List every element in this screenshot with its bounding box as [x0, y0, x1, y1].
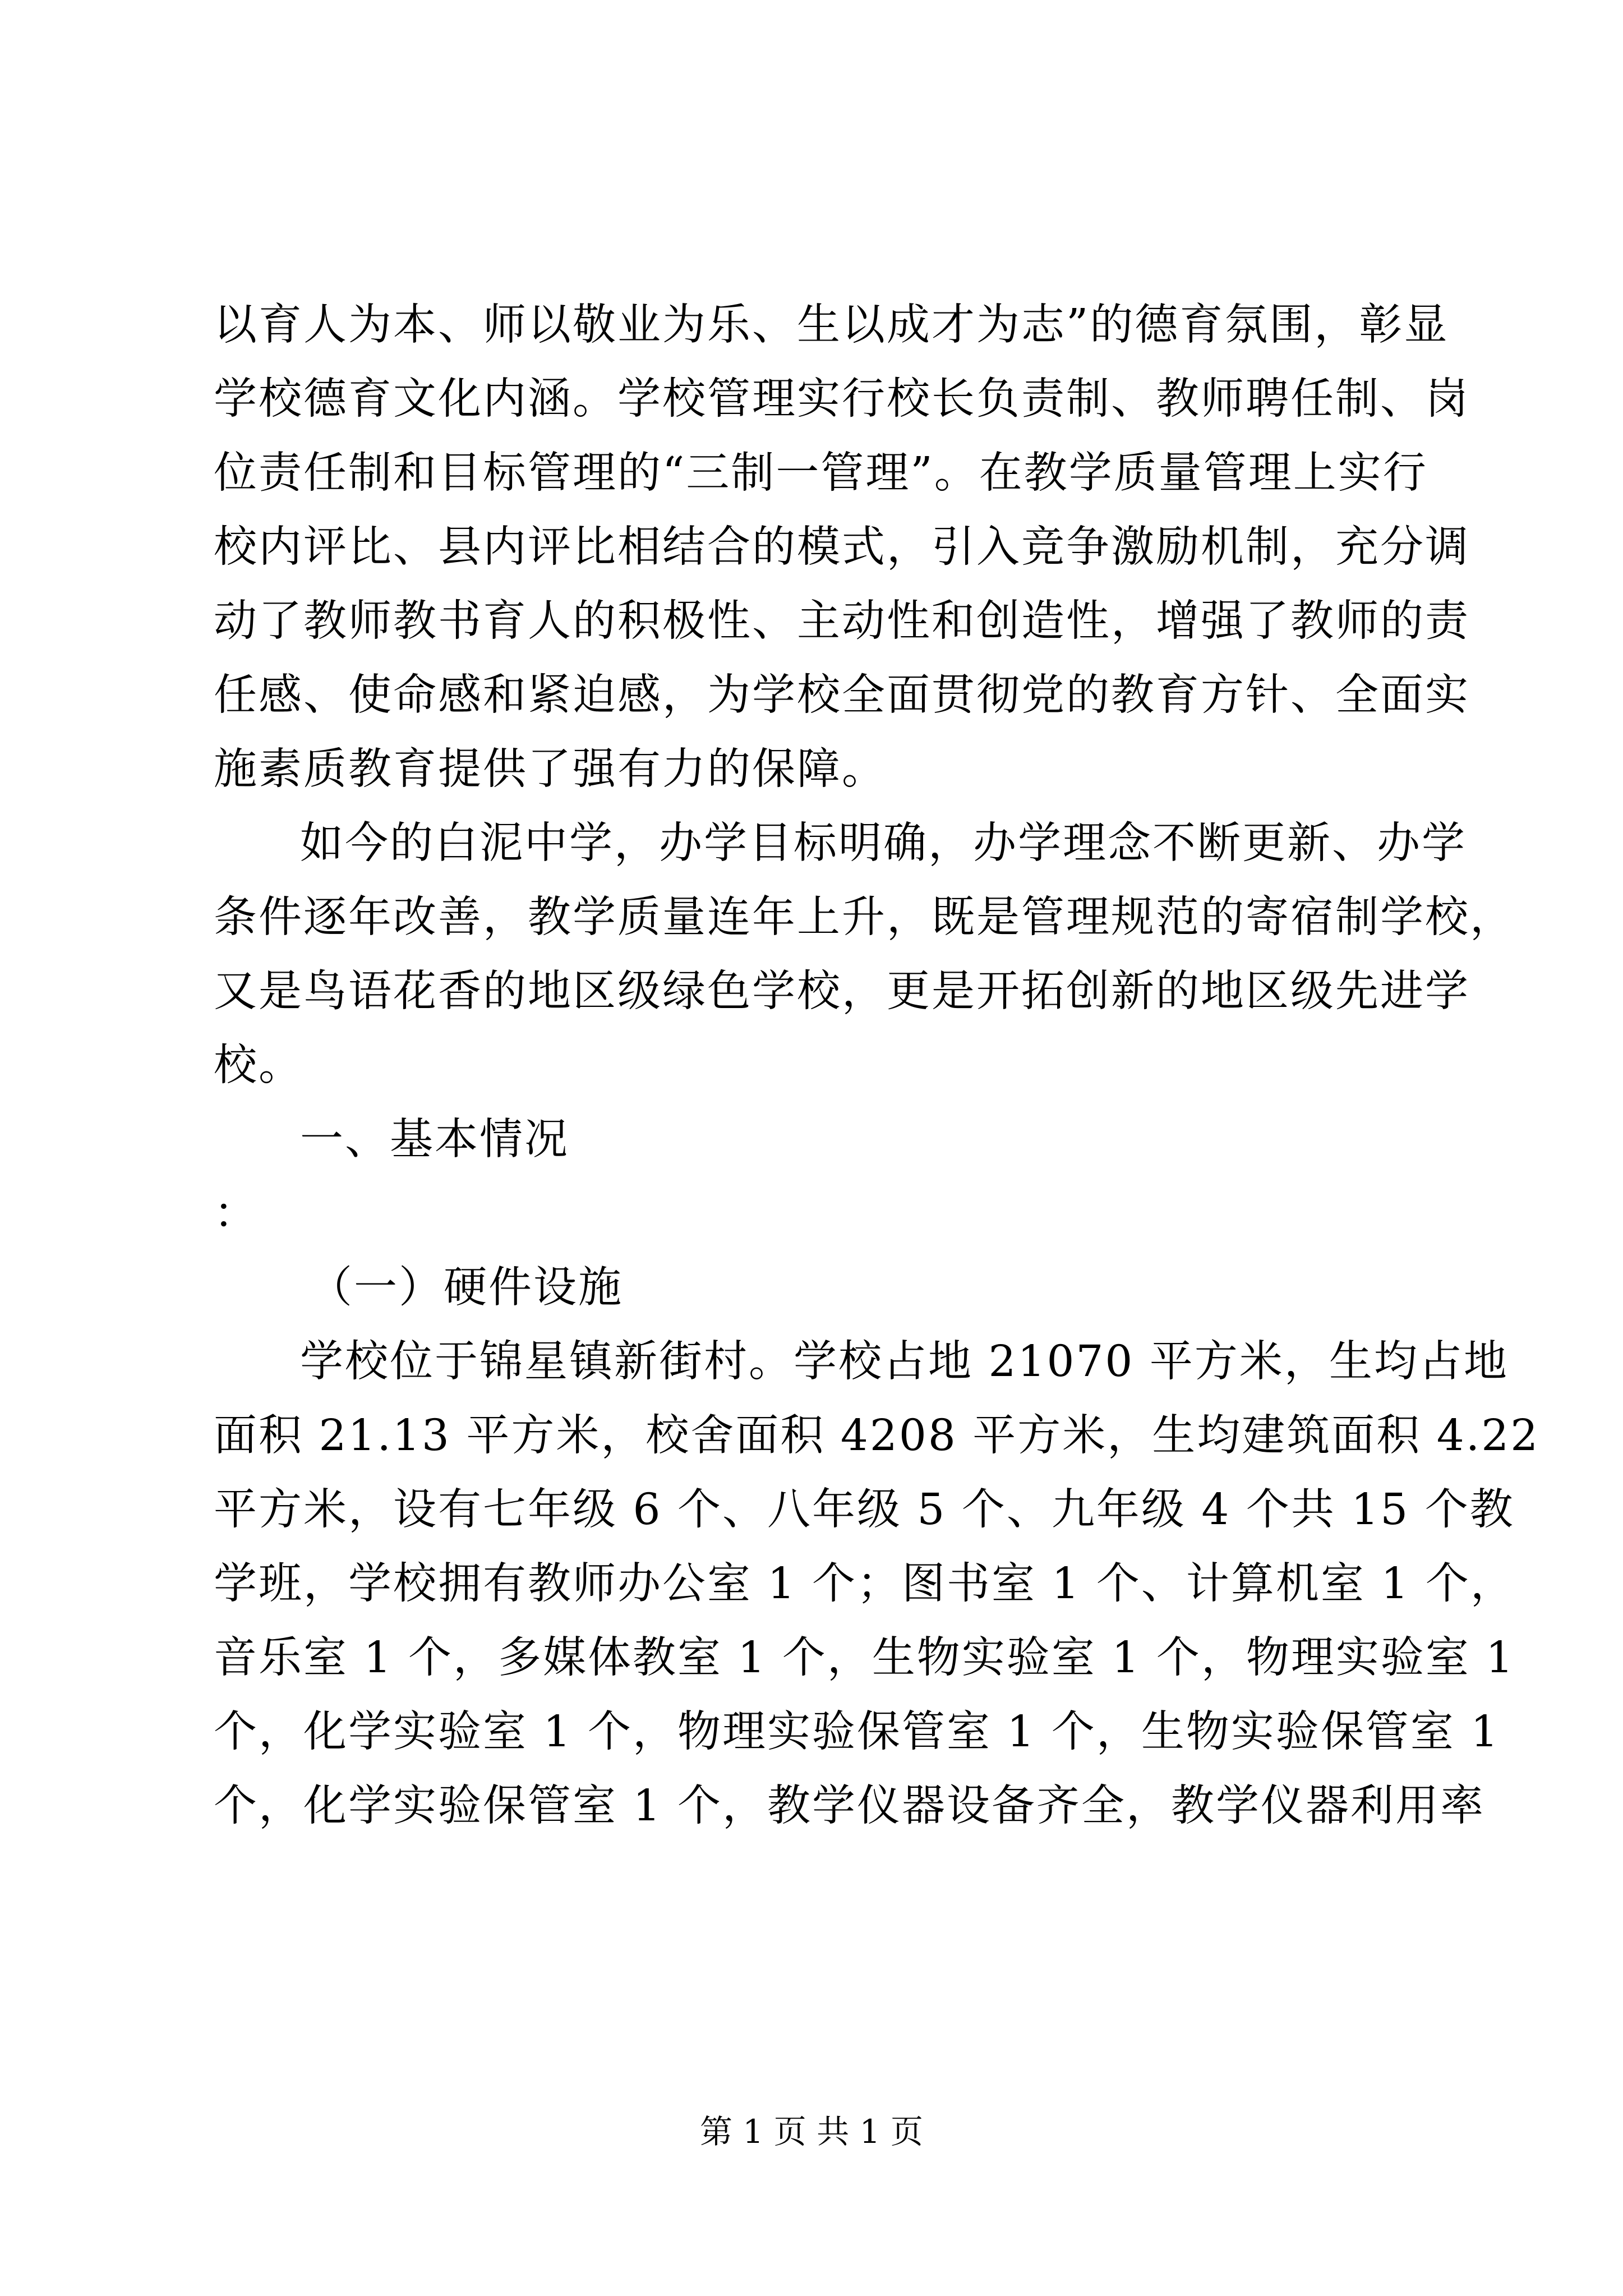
text-line: 个，化学实验室 1 个，物理实验保管室 1 个，生物实验保管室 1 [214, 1707, 1500, 1757]
text-line: 音乐室 1 个，多媒体教室 1 个，生物实验室 1 个，物理实验室 1 [214, 1633, 1515, 1683]
section-heading: 一、基本情况 [300, 1115, 569, 1165]
page-number-footer: 第 1 页 共 1 页 [700, 2113, 923, 2151]
text-line: 又是鸟语花香的地区级绿色学校，更是开拓创新的地区级先进学 [214, 967, 1470, 1016]
text-line: 个，化学实验保管室 1 个，教学仪器设备齐全，教学仪器利用率 [214, 1781, 1485, 1831]
text-line: 校内评比、县内评比相结合的模式，引入竞争激励机制，充分调 [214, 522, 1470, 572]
text-line: 施素质教育提供了强有力的保障。 [214, 744, 887, 794]
subsection-heading: （一）硬件设施 [309, 1263, 623, 1313]
text-line: 学班，学校拥有教师办公室 1 个；图书室 1 个、计算机室 1 个， [214, 1559, 1515, 1609]
text-line: 动了教师教书育人的积极性、主动性和创造性，增强了教师的责 [214, 596, 1470, 646]
text-line: 学校位于锦星镇新街村。学校占地 21070 平方米，生均占地 [300, 1337, 1509, 1387]
text-line: 位责任制和目标管理的“三制一管理”。在教学质量管理上实行 [214, 448, 1428, 498]
text-line: 以育人为本、师以敬业为乐、生以成才为志”的德育氛围，彰显 [214, 300, 1449, 350]
text-line: 任感、使命感和紧迫感，为学校全面贯彻党的教育方针、全面实 [214, 670, 1470, 720]
text-line: 学校德育文化内涵。学校管理实行校长负责制、教师聘任制、岗 [214, 374, 1470, 424]
text-line: 如今的白泥中学，办学目标明确，办学理念不断更新、办学 [300, 818, 1467, 868]
text-line: 校。 [214, 1041, 303, 1091]
text-line: 面积 21.13 平方米，校舍面积 4208 平方米，生均建筑面积 4.22 [214, 1411, 1540, 1461]
text-line: ： [214, 1189, 259, 1239]
text-line: 条件逐年改善，教学质量连年上升，既是管理规范的寄宿制学校， [214, 892, 1515, 942]
text-line: 平方米，设有七年级 6 个、八年级 5 个、九年级 4 个共 15 个教 [214, 1485, 1515, 1535]
